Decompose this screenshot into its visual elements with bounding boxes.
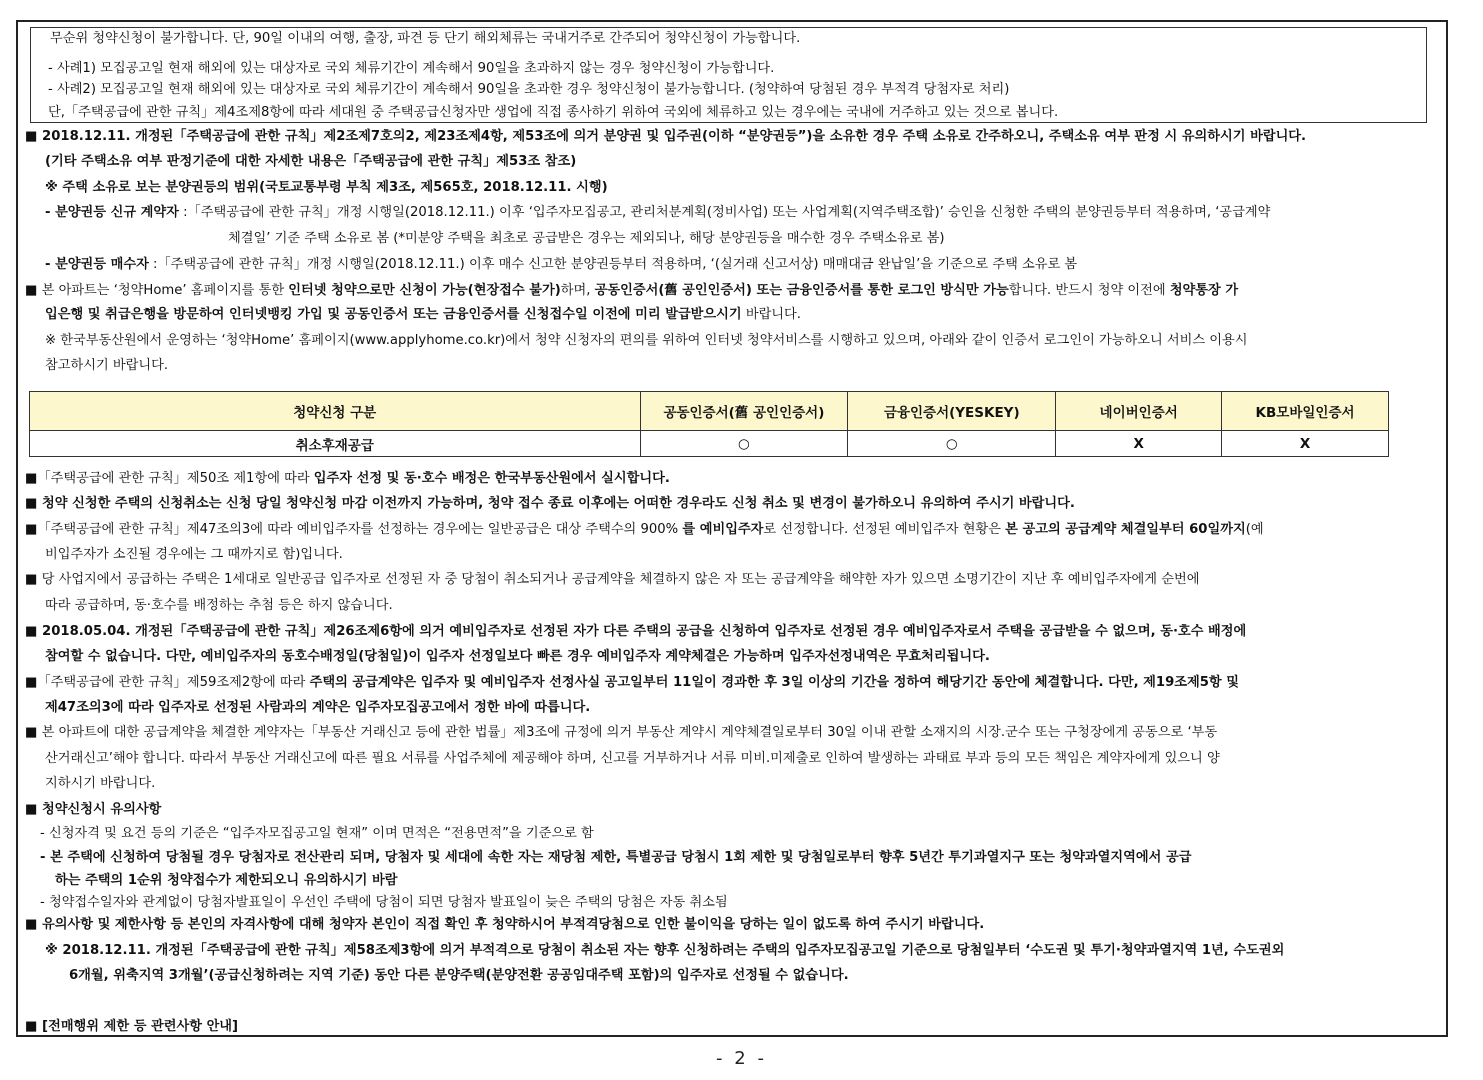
item-10: ※ 2018.12.11. 개정된「주택공급에 관한 규칙」제58조제3항에 의거 부적격으로 당첨이 취소된 자는 향후 신청하려는 주택의 입주자모집공고일 기준으로 당첨일부터 ‘수도권 및 투기·청약과열지역 1년, 수도권외 [45, 943, 1285, 958]
item-5: ■ 2018.05.04. 개정된「주택공급에 관한 규칙」제26조제6항에 의거 예비입주자로 선정된 자가 다른 주택의 공급을 신청하여 입주자로 선정된 경우 예비입주자로서 주택을 공급받을 수 없으며, 동·호수 배정에 [25, 624, 1247, 639]
i3-t5: (예 [1245, 522, 1264, 537]
item-8-d: - 청약접수일자와 관계없이 당첨자발표일이 우선인 주택에 당첨이 되면 당첨자 발표일이 늦은 주택의 당첨은 자동 취소됨 [40, 895, 728, 910]
header-joint-cert: 공동인증서(舊 공인인증서) [640, 392, 848, 431]
table-header-row [30, 392, 1389, 431]
notice-line-4: 단,「주택공급에 관한 규칙」제4조제8항에 따라 세대원 중 주택공급신청자만 생업에 직접 종사하기 위하여 국외에 체류하고 있는 경우에는 국내에 거주하고 있는 것으로 봅니다. [48, 105, 1059, 120]
notice-line-1: 무순위 청약신청이 불가합니다. 단, 90일 이내의 여행, 출장, 파견 등 단기 해외체류는 국내거주로 간주되어 청약신청이 가능합니다. [50, 31, 801, 46]
s2-line-3: ※ 한국부동산원에서 운영하는 ‘청약Home’ 홈페이지(www.applyhome.co.kr)에서 청약 신청자의 편의를 위하여 인터넷 청약서비스를 시행하고 있으며, 아래와 같이 인증서 로그인이 가능하오니 서비스 이용시 [45, 333, 1248, 348]
s2-t7: 입은행 및 취급은행을 방문하여 인터넷뱅킹 가입 및 공동인증서 또는 금융인증서를 신청접수일 이전에 미리 발급받으시기 [45, 307, 742, 322]
cell-joint-cert: ○ [640, 431, 848, 457]
s1-line-6 [45, 256, 1077, 274]
cell-naver-cert: X [1056, 431, 1222, 457]
item-5-cont: 참여할 수 없습니다. 다만, 예비입주자의 동호수배정일(당첨일)이 입주자 선정일보다 빠른 경우 예비입주자 계약체결은 가능하며 입주자선정내역은 무효처리됩니다. [45, 649, 990, 664]
item-2: ■ 청약 신청한 주택의 신청취소는 신청 당일 청약신청 마감 이전까지 가능하며, 청약 접수 종료 이후에는 어떠한 경우라도 신청 취소 및 변경이 불가하오니 유의하여 주시기 바랍니다. [25, 496, 1075, 511]
item-10-cont: 6개월, 위축지역 3개월’(공급신청하려는 지역 기준) 동안 다른 분양주택(분양전환 공공임대주택 포함)의 입주자로 선정될 수 없습니다. [69, 968, 849, 983]
i3-t4: 본 공고의 공급계약 체결일부터 60일까지 [1005, 522, 1246, 537]
s2-t2: 인터넷 청약으로만 신청이 가능(현장접수 불가) [288, 283, 561, 298]
s1-label-buyer: - 분양권등 매수자 [45, 257, 149, 272]
header-category: 청약신청 구분 [30, 392, 641, 431]
s1-line-4 [45, 204, 1270, 222]
item-7-cont-2: 지하시기 바랍니다. [45, 776, 156, 791]
s2-line-4: 참고하시기 바랍니다. [45, 358, 169, 373]
item-8-heading: ■ 청약신청시 유의사항 [25, 802, 162, 817]
cell-financial-cert: ○ [848, 431, 1056, 457]
s1-line-3: ※ 주택 소유로 보는 분양권등의 범위(국토교통부령 부칙 제3조, 제565호, 2018.12.11. 시행) [45, 180, 608, 195]
item-9: ■ 유의사항 및 제한사항 등 본인의 자격사항에 대해 청약자 본인이 직접 확인 후 청약하시어 부적격당첨으로 인한 불이익을 당하는 일이 없도록 하여 주시기 바랍니다. [25, 917, 985, 932]
i6-t2: 주택의 공급계약은 입주자 및 예비입주자 선정사실 공고일부터 11일이 경과한 후 3일 이상의 기간을 정하여 해당기간 동안에 체결합니다. 다만, 제19조제5항 및 [309, 675, 1239, 690]
s2-t8: 바랍니다. [741, 307, 801, 322]
item-4: ■ 당 사업지에서 공급하는 주택은 1세대로 일반공급 입주자로 선정된 자 중 당첨이 취소되거나 공급계약을 체결하지 않은 자 또는 공급계약을 해약한 자가 있으면 소명기간이 지난 후 예비입주자에게 순번에 [25, 572, 1200, 587]
s1-line-5: 체결일’ 기준 주택 소유로 봄 (*미분양 주택을 최초로 공급받은 경우는 제외되나, 해당 분양권등을 매수한 경우 주택소유로 봄) [228, 231, 945, 246]
item-8-b: - 본 주택에 신청하여 당첨될 경우 당첨자로 전산관리 되며, 당첨자 및 세대에 속한 자는 재당첨 제한, 특별공급 당첨시 1회 제한 및 당첨일로부터 향후 5년간 투기과열지구 또는 청약과열지역에서 공급 [40, 850, 1192, 865]
s2-t4: 공동인증서(舊 공인인증서) 또는 금융인증서를 통한 로그인 방식만 가능 [594, 283, 1009, 298]
header-kb-cert: KB모바일인증서 [1222, 392, 1389, 431]
i3-t2: 를 예비입주자 [682, 522, 764, 537]
s2-t1: ■ 본 아파트는 ‘청약Home’ 홈페이지를 통한 [25, 283, 289, 298]
i6-t1: ■「주택공급에 관한 규칙」제59조제2항에 따라 [25, 675, 310, 690]
header-naver-cert: 네이버인증서 [1056, 392, 1222, 431]
s1-text-new: :「주택공급에 관한 규칙」개정 시행일(2018.12.11.) 이후 ‘입주자모집공고, 관리처분계획(정비사업) 또는 사업계획(지역주택조합)’ 승인을 신청한 주택의 분양권등부터 적용하며, ‘공급계약 [178, 205, 1271, 220]
item-7: ■ 본 아파트에 대한 공급계약을 체결한 계약자는「부동산 거래신고 등에 관한 법률」제3조에 규정에 의거 부동산 계약시 계약체결일로부터 30일 이내 관할 소재지의 시장.군수 또는 구청장에게 공동으로 ‘부동 [25, 725, 1218, 740]
s2-line-2 [45, 306, 801, 324]
i3-t3: 로 선정합니다. 선정된 예비입주자 현황은 [763, 522, 1006, 537]
s1-line-2: (기타 주택소유 여부 판정기준에 대한 자세한 내용은「주택공급에 관한 규칙」제53조 참조) [45, 154, 577, 169]
s2-t3: 하며, [560, 283, 595, 298]
s2-line-1 [25, 282, 1238, 300]
row-label: 취소후재공급 [30, 431, 641, 457]
item-4-cont: 따라 공급하며, 동·호수를 배정하는 추첨 등은 하지 않습니다. [45, 598, 393, 613]
header-financial-cert: 금융인증서(YESKEY) [848, 392, 1056, 431]
item-6-cont: 제47조의3에 따라 입주자로 선정된 사람과의 계약은 입주자모집공고에서 정한 바에 따릅니다. [45, 700, 591, 715]
page-number: - 2 - [716, 1048, 767, 1069]
item-8-c: 하는 주택의 1순위 청약접수가 제한되오니 유의하시기 바람 [55, 873, 398, 888]
item-3-cont: 비입주자가 소진될 경우에는 그 때까지로 함)입니다. [45, 547, 343, 562]
certificate-table [29, 391, 1389, 457]
notice-line-3: - 사례2) 모집공고일 현재 해외에 있는 대상자로 국외 체류기간이 계속해서 90일을 초과한 경우 청약신청이 불가능합니다. (청약하여 당첨된 경우 부적격 당첨자로 처리) [48, 82, 1010, 97]
item-7-cont-1: 산거래신고’해야 합니다. 따라서 부동산 거래신고에 따른 필요 서류를 사업주체에 제공해야 하며, 신고를 거부하거나 서류 미비.미제출로 인하여 발생하는 과태료 부과 등의 모든 책임은 계약자에게 있으니 양 [45, 751, 1220, 766]
item-1 [25, 470, 670, 488]
item-11: ■ [전매행위 제한 등 관련사항 안내] [25, 1019, 239, 1034]
s2-t6: 청약통장 가 [1169, 283, 1239, 298]
s1-label-new: - 분양권등 신규 계약자 [45, 205, 179, 220]
i3-t1: ■「주택공급에 관한 규칙」제47조의3에 따라 예비입주자를 선정하는 경우에는 일반공급은 대상 주택수의 900% [25, 522, 683, 537]
cell-kb-cert: X [1222, 431, 1389, 457]
item-6 [25, 674, 1239, 692]
item-8-a: - 신청자격 및 요건 등의 기준은 “입주자모집공고일 현재” 이며 면적은 “전용면적”을 기준으로 함 [40, 826, 594, 841]
notice-line-2: - 사례1) 모집공고일 현재 해외에 있는 대상자로 국외 체류기간이 계속해서 90일을 초과하지 않는 경우 청약신청이 가능합니다. [48, 61, 775, 76]
i1-t1: ■「주택공급에 관한 규칙」제50조 제1항에 따라 [25, 471, 314, 486]
s1-text-buyer: :「주택공급에 관한 규칙」개정 시행일(2018.12.11.) 이후 매수 신고한 분양권등부터 적용하며, ‘(실거래 신고서상) 매매대금 완납일’을 기준으로 주택 소유로 봄 [148, 257, 1078, 272]
table-row [30, 431, 1389, 457]
item-3 [25, 521, 1264, 539]
s1-line-1: ■ 2018.12.11. 개정된「주택공급에 관한 규칙」제2조제7호의2, 제23조제4항, 제53조에 의거 분양권 및 입주권(이하 “분양권등”)을 소유한 경우 주택 소유로 간주하오니, 주택소유 여부 판정 시 유의하시기 바랍니다. [25, 129, 1307, 144]
i1-t2: 입주자 선정 및 동·호수 배정은 한국부동산원에서 실시합니다. [313, 471, 670, 486]
s2-t5: 합니다. 반드시 청약 이전에 [1008, 283, 1170, 298]
